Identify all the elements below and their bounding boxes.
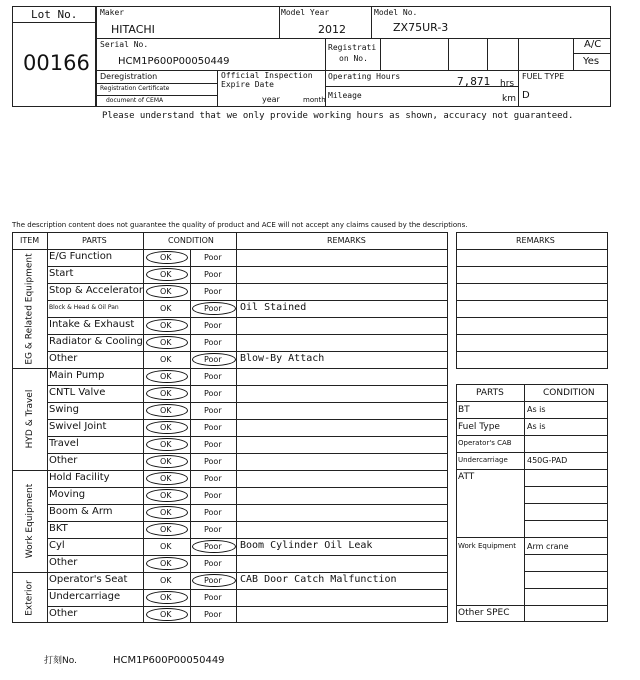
poor-selected-mark [192, 302, 236, 315]
remark-text: Boom Cylinder Oil Leak [240, 540, 373, 551]
ok-selected-mark [146, 489, 188, 502]
disclaimer: The description content does not guarantee the quality of product and ACE will not accept any claims caused by the descriptions. [12, 221, 468, 229]
km-label: km [502, 94, 516, 104]
poor-label: Poor [204, 270, 222, 279]
part-label: Swivel Joint [49, 421, 107, 432]
ok-label: OK [160, 610, 172, 619]
ok-selected-mark [146, 251, 188, 264]
ok-selected-mark [146, 523, 188, 536]
poor-label: Poor [204, 372, 222, 381]
ok-selected-mark [146, 591, 188, 604]
ok-label: OK [160, 576, 172, 585]
model-no-label: Model No. [374, 8, 418, 17]
ok-selected-mark [146, 608, 188, 621]
part-label: Start [49, 268, 74, 279]
maker-value: HITACHI [111, 23, 155, 36]
operating-hours-value: 7,871 [457, 75, 491, 88]
poor-selected-mark [192, 540, 236, 553]
dereg-doc-label: document of CEMA [106, 97, 164, 104]
fuel-type-value: D [522, 90, 530, 101]
ok-selected-mark [146, 472, 188, 485]
ok-label: OK [160, 338, 172, 347]
ok-selected-mark [146, 557, 188, 570]
part-label: Moving [49, 489, 86, 500]
serial-label: Serial No. [100, 40, 149, 49]
ok-label: OK [160, 372, 172, 381]
part-label: Other [49, 557, 78, 568]
poor-label: Poor [204, 491, 222, 500]
item-group-label: EG & Related Equipment [24, 252, 35, 365]
ac-value: Yes [583, 56, 600, 67]
engraved-value: HCM1P600P00050449 [113, 655, 225, 666]
lot-no-label: Lot No. [31, 8, 78, 21]
ok-selected-mark [146, 268, 188, 281]
right-remarks-label: REMARKS [516, 236, 555, 245]
serial-value: HCM1P600P00050449 [118, 56, 230, 67]
part-label: BKT [49, 523, 68, 534]
poor-label: Poor [204, 406, 222, 415]
ok-label: OK [160, 406, 172, 415]
ok-selected-mark [146, 336, 188, 349]
ok-selected-mark [146, 438, 188, 451]
att-label: ATT [458, 472, 475, 482]
part-label: Travel [49, 438, 79, 449]
ok-selected-mark [146, 285, 188, 298]
part-label: Swing [49, 404, 79, 415]
hrs-label: hrs [500, 79, 515, 89]
ok-label: OK [160, 287, 172, 296]
poor-label: Poor [204, 525, 222, 534]
part-label: Stop & Accelerator [49, 285, 144, 296]
col-item-header: ITEM [20, 236, 40, 245]
ok-label: OK [160, 525, 172, 534]
spec-part-label: Undercarriage [458, 456, 508, 464]
part-label: Boom & Arm [49, 506, 113, 517]
part-label: Hold Facility [49, 472, 110, 483]
poor-label: Poor [204, 304, 222, 313]
part-label: Operator's Seat [49, 574, 128, 585]
dereg-cert-label: Registration Certificate [100, 85, 170, 92]
poor-selected-mark [192, 353, 236, 366]
work-equipment-value: Arm crane [527, 542, 569, 551]
poor-label: Poor [204, 542, 222, 551]
col-parts-header: PARTS [82, 236, 107, 245]
registration-label-2: on No. [339, 54, 368, 63]
poor-label: Poor [204, 576, 222, 585]
ok-label: OK [160, 355, 172, 364]
poor-label: Poor [204, 355, 222, 364]
ok-selected-mark [146, 421, 188, 434]
ok-label: OK [160, 270, 172, 279]
part-label: CNTL Valve [49, 387, 106, 398]
fuel-type-label: FUEL TYPE [522, 72, 565, 81]
maker-label: Maker [100, 8, 125, 17]
inspection-month-label: month [303, 96, 326, 104]
registration-label-1: Registrati [328, 43, 377, 52]
poor-label: Poor [204, 389, 222, 398]
poor-label: Poor [204, 253, 222, 262]
spec-condition-header: CONDITION [543, 388, 595, 398]
poor-label: Poor [204, 287, 222, 296]
ok-label: OK [160, 423, 172, 432]
poor-label: Poor [204, 559, 222, 568]
dereg-label: Deregistration [100, 72, 158, 81]
part-label: Cyl [49, 540, 65, 551]
ok-label: OK [160, 593, 172, 602]
poor-label: Poor [204, 440, 222, 449]
poor-label: Poor [204, 457, 222, 466]
ok-label: OK [160, 321, 172, 330]
ok-label: OK [160, 457, 172, 466]
item-group-label: HYD & Travel [24, 389, 35, 449]
spec-part-label: Fuel Type [458, 422, 500, 432]
remark-text: Oil Stained [240, 302, 307, 313]
ok-selected-mark [146, 506, 188, 519]
part-label: Block & Head & Oil Pan [49, 304, 119, 311]
ok-selected-mark [146, 319, 188, 332]
inspection-label-1: Official Inspection [221, 71, 313, 80]
ok-label: OK [160, 440, 172, 449]
col-remarks-header: REMARKS [327, 236, 366, 245]
part-label: Other [49, 455, 78, 466]
ok-label: OK [160, 559, 172, 568]
operating-hours-label: Operating Hours [328, 72, 401, 81]
ok-selected-mark [146, 387, 188, 400]
ok-selected-mark [146, 370, 188, 383]
hours-notice: Please understand that we only provide working hours as shown, accuracy not guaranteed. [102, 111, 574, 121]
spec-value: 450G-PAD [527, 456, 568, 465]
inspection-year-label: year [262, 95, 280, 104]
item-group-label: Work Equipment [24, 483, 35, 559]
ok-label: OK [160, 389, 172, 398]
spec-value: As is [527, 422, 546, 431]
ok-label: OK [160, 491, 172, 500]
model-no-value: ZX75UR-3 [393, 21, 449, 34]
part-label: Intake & Exhaust [49, 319, 135, 330]
spec-parts-header: PARTS [476, 388, 504, 398]
ok-label: OK [160, 304, 172, 313]
poor-label: Poor [204, 338, 222, 347]
poor-label: Poor [204, 610, 222, 619]
poor-label: Poor [204, 508, 222, 517]
poor-label: Poor [204, 423, 222, 432]
spec-part-label: BT [458, 405, 470, 415]
inspection-label-2: Expire Date [221, 80, 274, 89]
ok-selected-mark [146, 455, 188, 468]
ok-label: OK [160, 253, 172, 262]
work-equipment-label: Work Equipment [458, 542, 516, 550]
other-spec-label: Other SPEC [458, 608, 510, 618]
part-label: Undercarriage [49, 591, 121, 602]
model-year-label: Model Year [281, 8, 330, 17]
model-year-value: 2012 [318, 23, 346, 36]
engraved-label: 打刻No. [44, 656, 77, 666]
spec-value: As is [527, 405, 546, 414]
part-label: Main Pump [49, 370, 105, 381]
item-group-label: Exterior [24, 579, 35, 616]
part-label: Other [49, 353, 78, 364]
part-label: Radiator & Cooling [49, 336, 143, 347]
spec-part-label: Operator's CAB [458, 439, 512, 447]
mileage-label: Mileage [328, 91, 362, 100]
remark-text: CAB Door Catch Malfunction [240, 574, 397, 585]
ac-label: A/C [584, 39, 602, 50]
lot-number: 00166 [23, 51, 90, 75]
ok-selected-mark [146, 404, 188, 417]
part-label: Other [49, 608, 78, 619]
poor-label: Poor [204, 474, 222, 483]
poor-label: Poor [204, 593, 222, 602]
ok-label: OK [160, 508, 172, 517]
col-condition-header: CONDITION [168, 236, 214, 245]
ok-label: OK [160, 542, 172, 551]
poor-selected-mark [192, 574, 236, 587]
poor-label: Poor [204, 321, 222, 330]
part-label: E/G Function [49, 251, 113, 262]
remark-text: Blow-By Attach [240, 353, 325, 364]
ok-label: OK [160, 474, 172, 483]
